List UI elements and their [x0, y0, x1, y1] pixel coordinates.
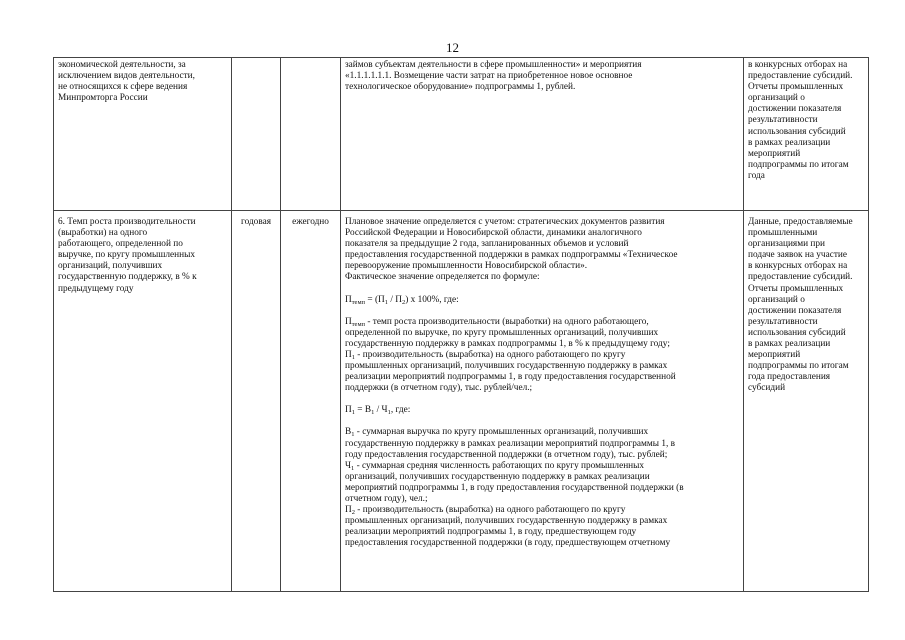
text-line: достижении показателя	[748, 104, 842, 115]
text-line: (выработки) на одного	[58, 228, 148, 239]
text-line: мероприятий подпрограммы 1, в году предоставления государственной поддержки (в	[345, 482, 684, 493]
symbol: В	[345, 427, 352, 438]
text-line: организациями при	[748, 239, 825, 250]
symbol: П	[345, 349, 352, 360]
definition-text: - производительность (выработка) на одного работающего по кругу	[354, 505, 626, 516]
period-cell	[281, 58, 341, 211]
indicators-table	[53, 57, 869, 592]
text-line: предоставление субсидий.	[748, 272, 853, 283]
text-line: поддержки (в отчетном году), тыс. рублей/чел.;	[345, 383, 533, 394]
text-line: года предоставления	[748, 372, 831, 383]
text-line: 6. Темп роста производительности	[58, 217, 196, 227]
text-line: организаций о	[748, 93, 805, 104]
text-line: подпрограммы по итогам	[748, 159, 849, 170]
text-line: «1.1.1.1.1.1. Возмещение части затрат на приобретенное новое основное	[345, 71, 633, 82]
text-line: промышленных организаций, получивших государственную поддержку в рамках	[345, 361, 668, 372]
text-line: технологическое оборудование» подпрограммы 1, рублей.	[345, 82, 576, 93]
page-number: 12	[446, 40, 459, 55]
source-cell	[744, 211, 869, 592]
symbol-subscript: 2	[351, 509, 355, 517]
text-line: организаций, получивших	[58, 261, 163, 272]
text-line: Плановое значение определяется с учетом: стратегических документов развития	[345, 217, 665, 227]
text-line: займов субъектам деятельности в сфере промышленности» и мероприятия	[345, 60, 642, 70]
unit-cell	[232, 58, 281, 211]
formula-ptemp	[345, 295, 739, 306]
formula-part: , где:	[390, 405, 411, 416]
text-line: результативности	[748, 316, 818, 327]
definition-text: - темп роста производительности (выработки) на одного работающего,	[365, 316, 649, 327]
text-line: в рамках реализации	[748, 339, 831, 350]
text-line: предоставления государственной поддержки в рамках подпрограммы «Техническое	[345, 250, 678, 261]
text-line: предоставление субсидий.	[748, 71, 853, 82]
text-line: государственную поддержку в рамках подпрограммы 1, в % к предыдущему году;	[345, 338, 670, 349]
text-line: Отчеты промышленных	[748, 283, 844, 294]
period-value: ежегодно	[292, 217, 329, 227]
text-line: подпрограммы по итогам	[748, 361, 849, 372]
source-cell	[744, 58, 869, 211]
formula-subscript: 1	[387, 409, 391, 417]
text-line: экономической деятельности, за	[58, 60, 186, 70]
definition-line	[345, 427, 739, 438]
definition-line	[345, 505, 739, 516]
text-line: субсидий	[748, 383, 786, 394]
text-line: использования субсидий	[748, 327, 846, 338]
symbol-subscript: 1	[351, 353, 355, 361]
text-line: предыдущему году	[58, 283, 134, 294]
text-line: мероприятий	[748, 350, 801, 361]
symbol-subscript: темп	[351, 320, 366, 328]
method-cell	[341, 211, 744, 592]
definition-line	[345, 461, 739, 472]
spacer	[345, 306, 739, 317]
formula-subscript: 2	[401, 298, 406, 306]
text-line: мероприятий	[748, 148, 801, 159]
definition-line	[345, 350, 739, 361]
spacer	[345, 416, 739, 427]
symbol: П	[345, 505, 352, 516]
text-line: исключением видов деятельности,	[58, 71, 195, 82]
definition-text: - производительность (выработка) на одного работающего по кругу	[354, 349, 626, 360]
text-line: показателя за предыдущие 2 года, запланированных объемов и условий	[345, 239, 629, 250]
spacer	[345, 394, 739, 405]
text-line: отчетном году), чел.;	[345, 493, 428, 504]
table-row	[54, 211, 869, 592]
symbol: Ч	[345, 460, 352, 471]
text-line: реализации мероприятий подпрограммы 1, в году предоставления государственной	[345, 372, 676, 383]
symbol-subscript: 1	[351, 464, 355, 472]
text-line: Минпромторга России	[58, 93, 148, 104]
text-line: организаций, получивших государственную поддержку в рамках реализации	[345, 471, 650, 482]
text-line: Российской Федерации и Новосибирской области, динамики аналогичного	[345, 228, 642, 239]
formula-part: ) x 100%, где:	[405, 294, 459, 305]
definition-line	[345, 317, 739, 328]
period-cell	[281, 211, 341, 592]
text-line: года	[748, 170, 765, 181]
formula-part: = В	[354, 405, 372, 416]
spacer	[345, 284, 739, 295]
definition-text: - суммарная средняя численность работающих по кругу промышленных	[354, 460, 645, 471]
indicator-cell	[54, 58, 232, 211]
text-line: промышленными	[748, 228, 818, 239]
text-line: году предоставления государственной поддержки (в отчетном году), тыс. рублей;	[345, 449, 668, 460]
text-line: Отчеты промышленных	[748, 82, 844, 93]
formula-subscript: темп	[351, 298, 366, 306]
text-line: государственную поддержку, в % к	[58, 272, 197, 283]
indicator-cell	[54, 211, 232, 592]
text-line: выручке, по кругу промышленных	[58, 250, 195, 261]
text-line: работающего, определенной по	[58, 239, 183, 250]
text-line: перевооружение промышленности Новосибирской области».	[345, 261, 588, 272]
formula-subscript: 1	[384, 298, 388, 306]
method-cell	[341, 58, 744, 211]
text-line: результативности	[748, 115, 818, 126]
text-line: промышленных организаций, получивших государственную поддержку в рамках	[345, 516, 668, 527]
formula-part: / Ч	[374, 405, 388, 416]
formula-part: П	[345, 294, 352, 305]
unit-cell	[232, 211, 281, 592]
symbol: П	[345, 316, 352, 327]
text-line: организаций о	[748, 294, 805, 305]
symbol-subscript: 1	[351, 431, 355, 439]
definition-text: - суммарная выручка по кругу промышленных организаций, получивших	[354, 427, 649, 438]
formula-part: = (П	[365, 294, 385, 305]
text-line: предоставления государственной поддержки (в году, предшествующем отчетному	[345, 538, 671, 549]
frequency-value: годовая	[240, 217, 271, 227]
formula-subscript: 1	[351, 409, 355, 417]
text-line: не относящихся к сфере ведения	[58, 82, 188, 93]
text-line: государственную поддержку в рамках реализации мероприятий подпрограммы 1, в	[345, 438, 676, 449]
text-line: в конкурсных отборах на	[748, 60, 848, 70]
text-line: реализации мероприятий подпрограммы 1, в году, предшествующем году	[345, 527, 637, 538]
formula-subscript: 1	[371, 409, 375, 417]
text-line: определенной по выручке, по кругу промышленных организаций, получивших	[345, 327, 659, 338]
text-line: достижении показателя	[748, 305, 842, 316]
text-line: использования субсидий	[748, 126, 846, 137]
text-line: Фактическое значение определяется по формуле:	[345, 272, 540, 283]
text-line: Данные, предоставляемые	[748, 217, 853, 227]
text-line: в конкурсных отборах на	[748, 261, 848, 272]
text-line: в рамках реализации	[748, 137, 831, 148]
formula-part: / П	[388, 294, 402, 305]
formula-p1	[345, 405, 739, 416]
formula-part: П	[345, 405, 352, 416]
table-row	[54, 58, 869, 211]
text-line: подаче заявок на участие	[748, 250, 848, 261]
